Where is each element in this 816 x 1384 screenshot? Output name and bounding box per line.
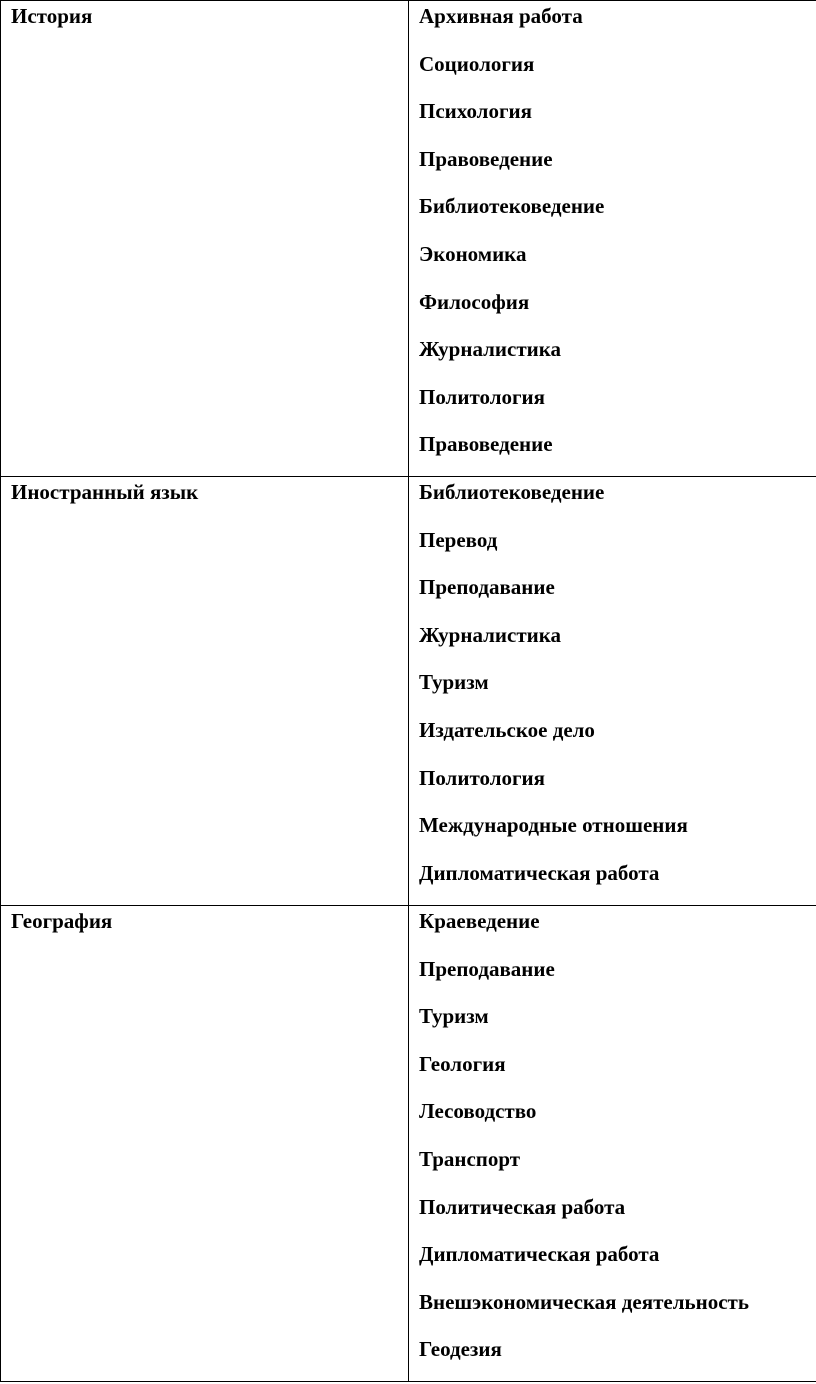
subject-cell [1, 477, 409, 906]
subject-name: История [11, 4, 93, 28]
subject-cell [1, 906, 409, 1382]
list-item: Лесоводство [419, 1099, 537, 1124]
list-item: Журналистика [419, 622, 562, 647]
list-item: Туризм [419, 1004, 489, 1029]
fields-cell [409, 1, 816, 477]
list-item: Перевод [419, 527, 498, 552]
list-item: Правоведение [419, 146, 553, 171]
fields-list [419, 909, 816, 1371]
list-item: Библиотековедение [419, 480, 605, 504]
table-row [1, 1, 816, 477]
list-item: Геология [419, 1051, 506, 1076]
list-item: Дипломатическая работа [419, 1242, 660, 1267]
list-item: Международные отношения [419, 813, 688, 838]
subject-cell [1, 1, 409, 477]
list-item: Дипломатическая работа [419, 860, 660, 885]
list-item: Политология [419, 765, 545, 790]
table-row [1, 477, 816, 906]
list-item: Краеведение [419, 909, 540, 933]
list-item: Архивная работа [419, 4, 583, 28]
table-row [1, 906, 816, 1382]
list-item: Журналистика [419, 337, 562, 362]
list-item: Геодезия [419, 1337, 502, 1362]
list-item: Преподавание [419, 575, 555, 600]
list-item: Экономика [419, 241, 527, 266]
subject-name: География [11, 909, 113, 933]
fields-list [419, 480, 816, 895]
list-item: Преподавание [419, 956, 555, 981]
list-item: Политическая работа [419, 1194, 626, 1219]
list-item: Внешэкономическая деятельность [419, 1289, 749, 1314]
list-item: Библиотековедение [419, 194, 605, 219]
list-item: Философия [419, 289, 530, 314]
list-item: Политология [419, 384, 545, 409]
subject-name: Иностранный язык [11, 480, 199, 504]
list-item: Социология [419, 51, 535, 76]
list-item: Правоведение [419, 432, 553, 457]
fields-list [419, 4, 816, 466]
fields-cell [409, 477, 816, 906]
fields-cell [409, 906, 816, 1382]
list-item: Психология [419, 99, 532, 124]
list-item: Туризм [419, 670, 489, 695]
list-item: Издательское дело [419, 717, 595, 742]
list-item: Транспорт [419, 1146, 521, 1171]
